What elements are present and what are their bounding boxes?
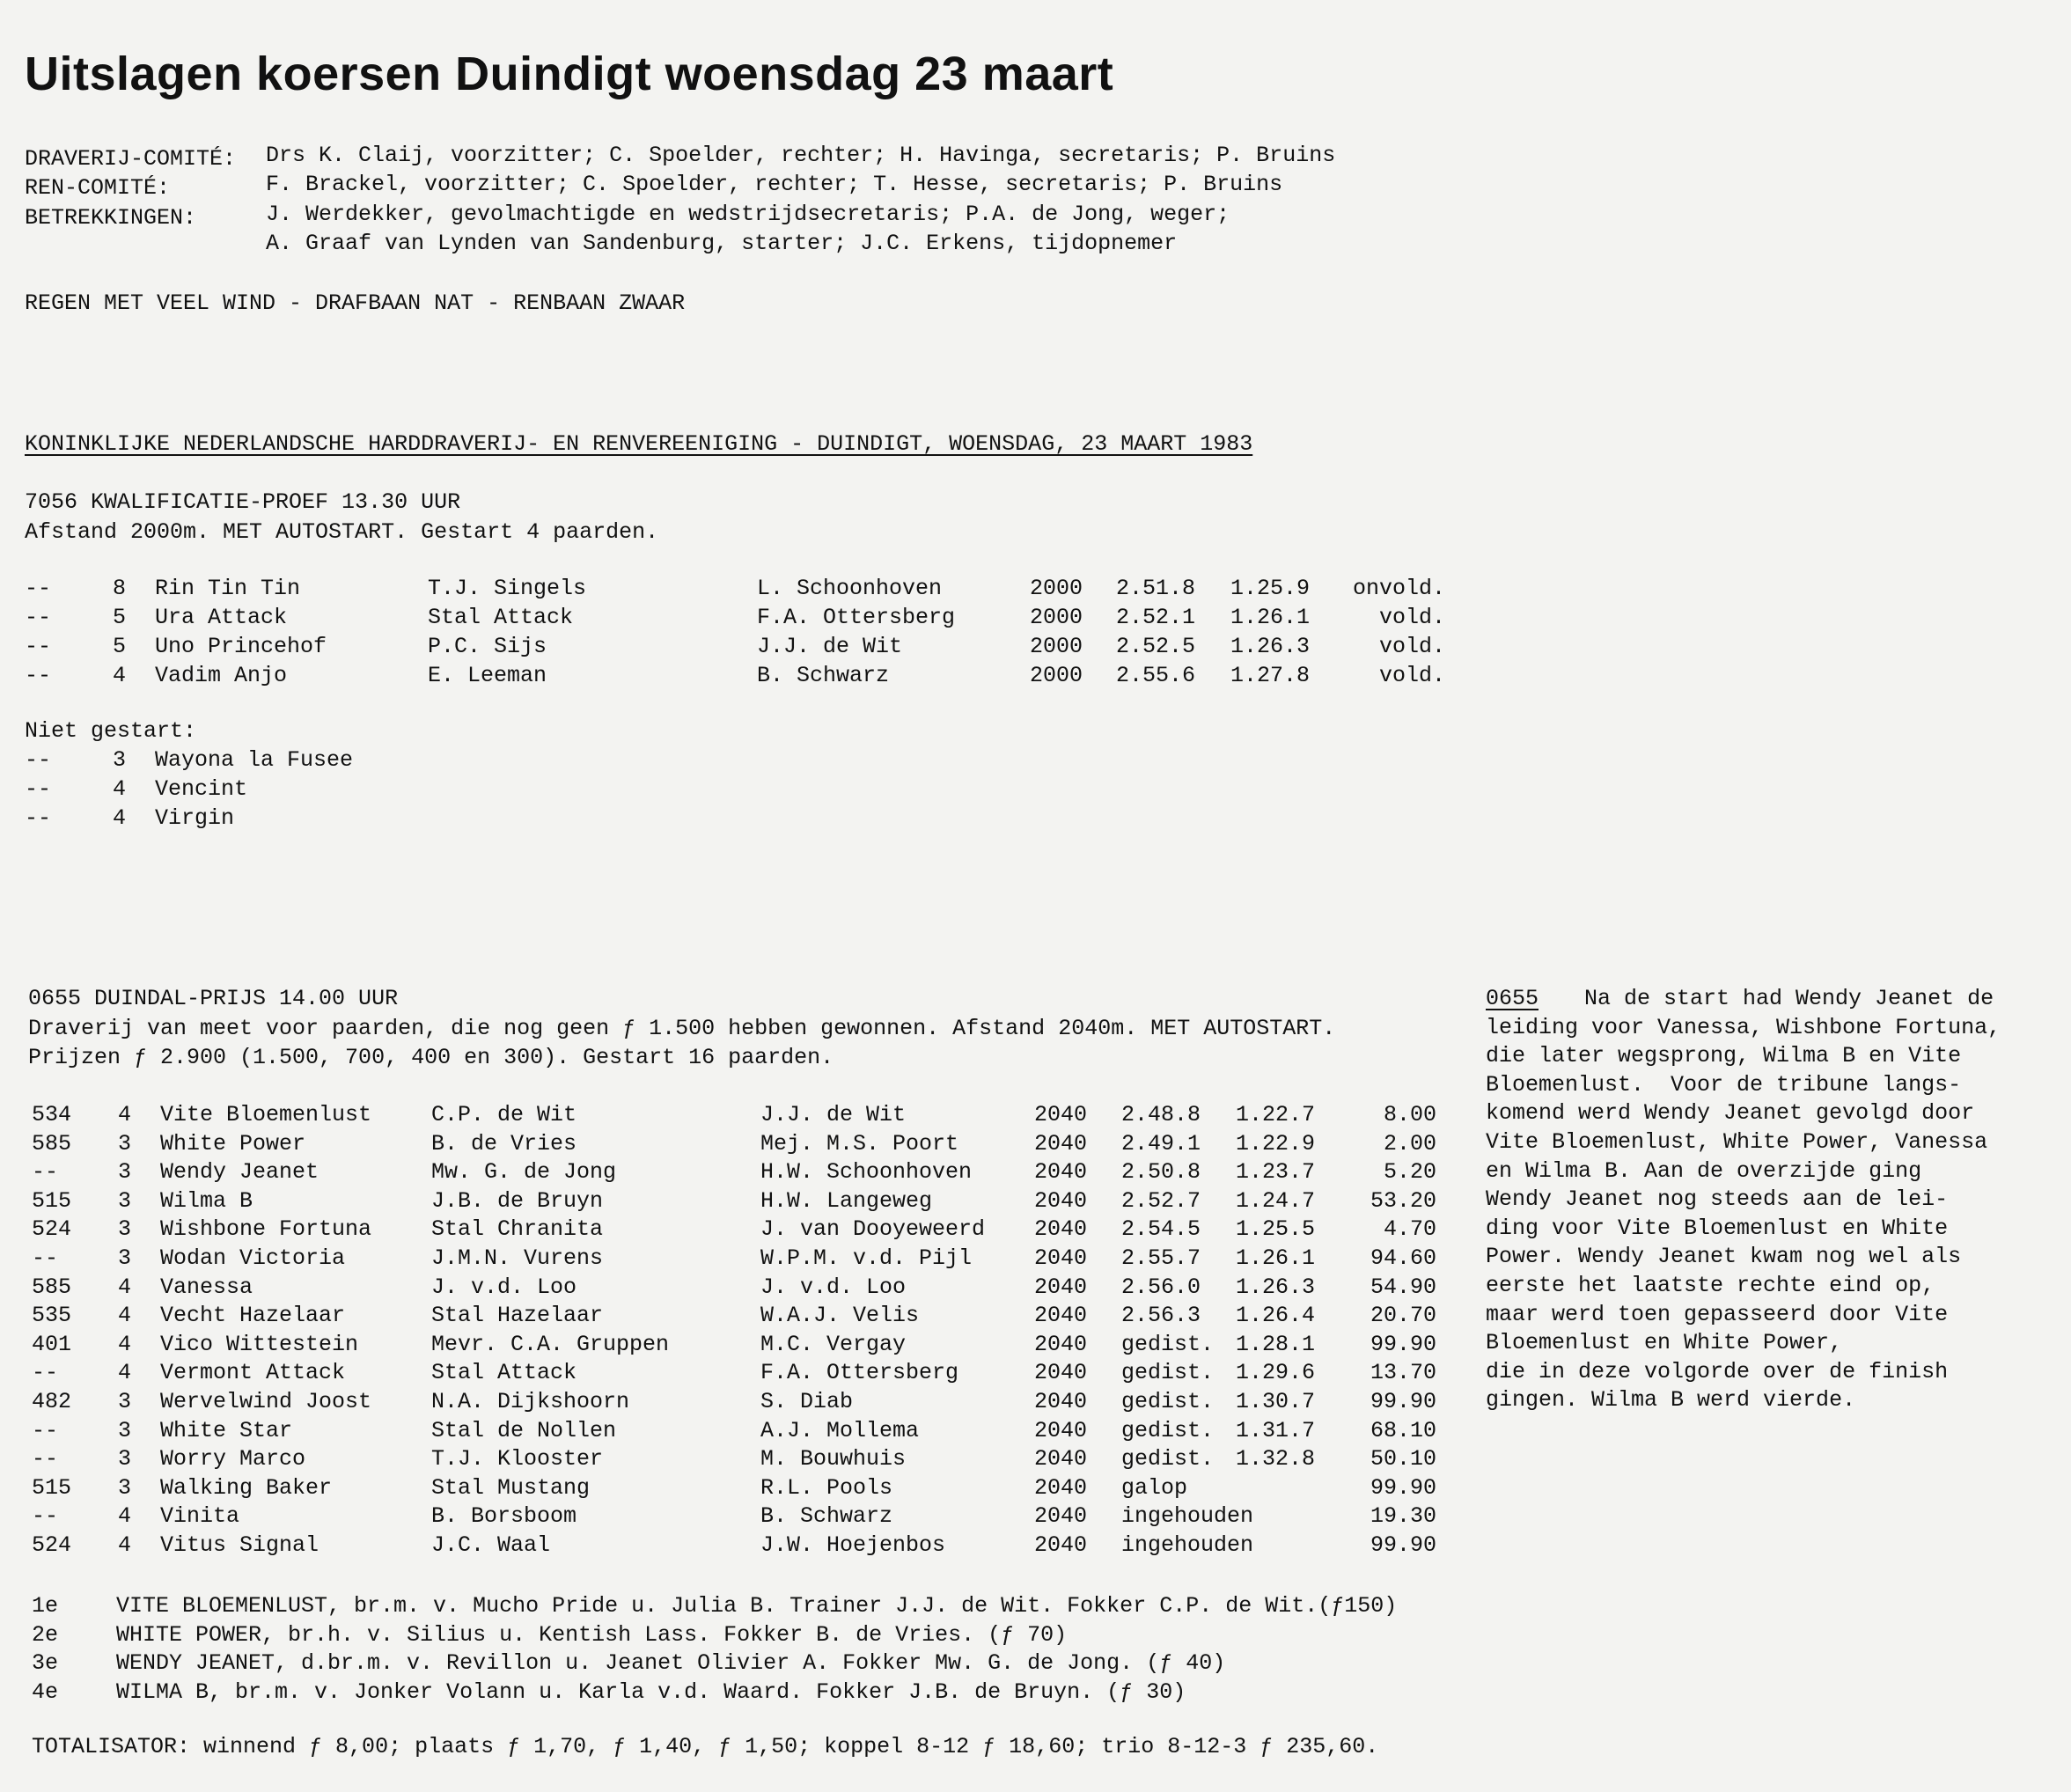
report-line: Vite Bloemenlust, White Power, Vanessa — [1486, 1129, 1988, 1155]
cell-place: 2e — [32, 1621, 59, 1648]
cell-horse: Worry Marco — [160, 1446, 306, 1473]
report-line: leiding voor Vanessa, Wishbone Fortuna, — [1486, 1014, 2001, 1040]
cell-driver: J. van Dooyeweerd — [760, 1216, 986, 1243]
cell-dist: 2040 — [1034, 1274, 1088, 1300]
cell-odds: 54.90 — [1370, 1274, 1436, 1300]
cell-odds: 13.70 — [1370, 1360, 1436, 1386]
cell-dist: 2040 — [1034, 1389, 1088, 1414]
cell-time: 2.52.1 — [1116, 605, 1196, 630]
cell-time: gedist. — [1121, 1446, 1215, 1473]
report-line: die later wegsprong, Wilma B en Vite — [1486, 1043, 1962, 1069]
cell-age: 3 — [118, 1159, 132, 1186]
cell-text: WILMA B, br.m. v. Jonker Volann u. Karla v.d. Waard. Fokker J.B. de Bruyn. (ƒ 30) — [116, 1678, 1186, 1705]
cell-age: 3 — [118, 1446, 132, 1473]
cell-text: VITE BLOEMENLUST, br.m. v. Mucho Pride u. Julia B. Trainer J.J. de Wit. Fokker C.P. de Wit.(ƒ150) — [116, 1593, 1398, 1619]
table-row — [0, 1591, 2071, 1620]
cell-km: 1.27.8 — [1230, 663, 1311, 688]
cell-owner: Stal Mustang — [431, 1474, 591, 1501]
table-row — [0, 1531, 2071, 1560]
cell-horse: Uno Princehof — [155, 634, 327, 659]
cell-odds: 5.20 — [1383, 1159, 1436, 1186]
cell-num: -- — [25, 605, 52, 630]
race2-prizes: Prijzen ƒ 2.900 (1.500, 700, 400 en 300). Gestart 16 paarden. — [28, 1045, 834, 1070]
report-line: ding voor Vite Bloemenlust en White — [1486, 1215, 1949, 1241]
cell-dist: 2000 — [1030, 634, 1083, 659]
cell-driver: L. Schoonhoven — [757, 576, 943, 601]
cell-dist: 2040 — [1034, 1331, 1088, 1357]
report-line: gingen. Wilma B werd vierde. — [1486, 1387, 1856, 1414]
cell-owner: J.M.N. Vurens — [431, 1245, 604, 1271]
cell-dist: 2040 — [1034, 1503, 1088, 1530]
cell-age: 3 — [118, 1245, 132, 1271]
cell-driver: M.C. Vergay — [760, 1331, 907, 1357]
cell-owner: J. v.d. Loo — [431, 1274, 577, 1300]
cell-time: ingehouden — [1121, 1532, 1254, 1558]
meeting-header: KONINKLIJKE NEDERLANDSCHE HARDDRAVERIJ- EN RENVEREENIGING - DUINDIGT, WOENSDAG, 23 MAART 1983 — [25, 431, 1253, 457]
cell-driver: F.A. Ottersberg — [757, 605, 956, 630]
cell-place: 1e — [32, 1593, 59, 1619]
cell-driver: A.J. Mollema — [760, 1417, 920, 1443]
cell-num: -- — [32, 1245, 59, 1271]
cell-num: -- — [32, 1503, 59, 1530]
report-line: Wendy Jeanet nog steeds aan de lei- — [1486, 1186, 1949, 1213]
cell-num: 515 — [32, 1187, 72, 1214]
cell-dist: 2040 — [1034, 1360, 1088, 1386]
cell-age: 5 — [113, 634, 127, 659]
cell-odds: 94.60 — [1370, 1245, 1436, 1271]
cell-km: 1.29.6 — [1236, 1360, 1316, 1386]
cell-res: vold. — [1378, 605, 1445, 630]
cell-owner: Stal Chranita — [431, 1216, 604, 1243]
cell-driver: J.J. de Wit — [757, 634, 903, 659]
cell-res: vold. — [1378, 663, 1445, 688]
table-row — [0, 1502, 2071, 1531]
cell-owner: C.P. de Wit — [431, 1102, 577, 1127]
cell-dist: 2040 — [1034, 1187, 1088, 1214]
table-row — [0, 745, 2071, 775]
cell-text: WENDY JEANET, d.br.m. v. Revillon u. Jeanet Olivier A. Fokker Mw. G. de Jong. (ƒ 40) — [116, 1650, 1226, 1676]
cell-time: gedist. — [1121, 1360, 1215, 1386]
cell-owner: J.C. Waal — [431, 1532, 551, 1558]
cell-odds: 99.90 — [1370, 1474, 1436, 1501]
cell-driver: J. v.d. Loo — [760, 1274, 907, 1300]
race1-title: 7056 KWALIFICATIE-PROEF 13.30 UUR — [25, 489, 461, 515]
cell-horse: Wishbone Fortuna — [160, 1216, 372, 1243]
cell-horse: White Star — [160, 1417, 293, 1443]
cell-time: gedist. — [1121, 1417, 1215, 1443]
cell-odds: 99.90 — [1370, 1532, 1436, 1558]
cell-num: 585 — [32, 1130, 72, 1157]
report-line: die in deze volgorde over de finish — [1486, 1358, 1949, 1384]
report-code: 0655 — [1486, 986, 1539, 1011]
cell-horse: Wilma B — [160, 1187, 253, 1214]
page-title: Uitslagen koersen Duindigt woensdag 23 maart — [25, 48, 1114, 100]
cell-time: 2.52.7 — [1121, 1187, 1201, 1214]
cell-owner: Mevr. C.A. Gruppen — [431, 1331, 670, 1357]
committee-text-3: J. Werdekker, gevolmachtigde en wedstrijdsecretaris; P.A. de Jong, weger; — [266, 202, 1230, 227]
report-line: maar werd toen gepasseerd door Vite — [1486, 1301, 1949, 1327]
cell-dist: 2040 — [1034, 1102, 1088, 1127]
cell-num: -- — [32, 1159, 59, 1186]
table-row — [0, 1416, 2071, 1445]
cell-place: 3e — [32, 1650, 59, 1676]
cell-age: 4 — [113, 776, 127, 802]
cell-horse: Walking Baker — [160, 1474, 333, 1501]
cell-time: 2.51.8 — [1116, 576, 1196, 601]
cell-num: -- — [25, 634, 52, 659]
report-line: Na de start had Wendy Jeanet de — [1584, 986, 1994, 1011]
cell-horse: Vermont Attack — [160, 1360, 346, 1386]
cell-time: gedist. — [1121, 1331, 1215, 1357]
cell-time: 2.55.7 — [1121, 1245, 1201, 1271]
cell-km: 1.26.1 — [1236, 1245, 1316, 1271]
cell-owner: B. Borsboom — [431, 1503, 577, 1530]
cell-dist: 2000 — [1030, 663, 1083, 688]
cell-time: 2.52.5 — [1116, 634, 1196, 659]
table-row — [0, 804, 2071, 833]
cell-owner: T.J. Singels — [428, 576, 587, 601]
cell-dist: 2040 — [1034, 1417, 1088, 1443]
cell-dist: 2040 — [1034, 1532, 1088, 1558]
cell-dist: 2040 — [1034, 1245, 1088, 1271]
cell-km: 1.28.1 — [1236, 1331, 1316, 1357]
cell-age: 3 — [118, 1187, 132, 1214]
table-row — [0, 632, 2071, 661]
cell-horse: Vanessa — [160, 1274, 253, 1300]
cell-num: 482 — [32, 1389, 72, 1414]
cell-km: 1.25.9 — [1230, 576, 1311, 601]
table-row — [0, 1678, 2071, 1707]
cell-place: 4e — [32, 1678, 59, 1705]
cell-time: ingehouden — [1121, 1503, 1254, 1530]
cell-km: 1.22.7 — [1236, 1102, 1316, 1127]
cell-age: 4 — [118, 1503, 132, 1530]
cell-owner: E. Leeman — [428, 663, 547, 688]
cell-time: 2.56.0 — [1121, 1274, 1201, 1300]
cell-km: 1.23.7 — [1236, 1159, 1316, 1186]
race1-subtitle: Afstand 2000m. MET AUTOSTART. Gestart 4 paarden. — [25, 519, 659, 545]
report-line: Bloemenlust. Voor de tribune langs- — [1486, 1071, 1962, 1098]
cell-num: 534 — [32, 1102, 72, 1127]
cell-res: vold. — [1378, 634, 1445, 659]
cell-driver: H.W. Langeweg — [760, 1187, 933, 1214]
cell-km: 1.32.8 — [1236, 1446, 1316, 1473]
cell-dist: 2000 — [1030, 576, 1083, 601]
cell-age: 4 — [118, 1532, 132, 1558]
cell-age: 4 — [113, 663, 127, 688]
cell-driver: Mej. M.S. Poort — [760, 1130, 959, 1157]
cell-num: -- — [25, 663, 52, 688]
cell-km: 1.31.7 — [1236, 1417, 1316, 1443]
table-row — [0, 1620, 2071, 1649]
cell-owner: Stal Attack — [428, 605, 574, 630]
cell-odds: 19.30 — [1370, 1503, 1436, 1530]
cell-odds: 99.90 — [1370, 1331, 1436, 1357]
committee-text-4: A. Graaf van Lynden van Sandenburg, starter; J.C. Erkens, tijdopnemer — [266, 231, 1178, 256]
cell-driver: W.P.M. v.d. Pijl — [760, 1245, 973, 1271]
cell-driver: B. Schwarz — [760, 1503, 893, 1530]
cell-odds: 50.10 — [1370, 1446, 1436, 1473]
not-started-label: Niet gestart: — [25, 718, 197, 744]
cell-horse: Vitus Signal — [160, 1532, 319, 1558]
cell-odds: 2.00 — [1383, 1130, 1436, 1157]
cell-time: galop — [1121, 1474, 1188, 1501]
cell-age: 3 — [118, 1417, 132, 1443]
cell-driver: R.L. Pools — [760, 1474, 893, 1501]
table-row — [0, 775, 2071, 804]
cell-owner: Stal de Nollen — [431, 1417, 617, 1443]
cell-horse: Vico Wittestein — [160, 1331, 359, 1357]
cell-num: -- — [25, 805, 52, 831]
cell-driver: B. Schwarz — [757, 663, 890, 688]
table-row — [0, 1649, 2071, 1678]
cell-odds: 4.70 — [1383, 1216, 1436, 1243]
cell-num: 515 — [32, 1474, 72, 1501]
committee-label-3: BETREKKINGEN: — [25, 205, 197, 231]
cell-horse: Wodan Victoria — [160, 1245, 346, 1271]
race2-title: 0655 DUINDAL-PRIJS 14.00 UUR — [28, 986, 399, 1011]
cell-text: WHITE POWER, br.h. v. Silius u. Kentish Lass. Fokker B. de Vries. (ƒ 70) — [116, 1621, 1068, 1648]
weather-line: REGEN MET VEEL WIND - DRAFBAAN NAT - RENBAAN ZWAAR — [25, 290, 686, 316]
cell-age: 3 — [118, 1474, 132, 1501]
cell-owner: T.J. Klooster — [431, 1446, 604, 1473]
cell-num: 524 — [32, 1532, 72, 1558]
cell-owner: Stal Hazelaar — [431, 1303, 604, 1329]
cell-km: 1.26.1 — [1230, 605, 1311, 630]
committee-label-2: REN-COMITÉ: — [25, 175, 171, 201]
report-line: komend werd Wendy Jeanet gevolgd door — [1486, 1100, 1975, 1127]
cell-num: -- — [25, 576, 52, 601]
cell-owner: Mw. G. de Jong — [431, 1159, 617, 1186]
cell-age: 4 — [118, 1102, 132, 1127]
cell-odds: 68.10 — [1370, 1417, 1436, 1443]
race2-conditions: Draverij van meet voor paarden, die nog geen ƒ 1.500 hebben gewonnen. Afstand 2040m. MET AUTOSTART. — [28, 1016, 1336, 1041]
cell-horse: Wervelwind Joost — [160, 1389, 372, 1414]
cell-horse: Virgin — [155, 805, 235, 831]
cell-horse: Rin Tin Tin — [155, 576, 301, 601]
cell-km: 1.22.9 — [1236, 1130, 1316, 1157]
cell-odds: 53.20 — [1370, 1187, 1436, 1214]
cell-driver: W.A.J. Velis — [760, 1303, 920, 1329]
cell-age: 3 — [118, 1216, 132, 1243]
cell-time: gedist. — [1121, 1389, 1215, 1414]
cell-horse: Wayona la Fusee — [155, 747, 354, 773]
cell-num: -- — [32, 1417, 59, 1443]
cell-owner: P.C. Sijs — [428, 634, 547, 659]
cell-driver: J.W. Hoejenbos — [760, 1532, 946, 1558]
cell-dist: 2040 — [1034, 1446, 1088, 1473]
cell-dist: 2040 — [1034, 1130, 1088, 1157]
cell-owner: B. de Vries — [431, 1130, 577, 1157]
cell-num: 401 — [32, 1331, 72, 1357]
cell-dist: 2040 — [1034, 1303, 1088, 1329]
cell-km: 1.26.3 — [1236, 1274, 1316, 1300]
table-row — [0, 574, 2071, 603]
cell-horse: Vinita — [160, 1503, 240, 1530]
cell-km: 1.30.7 — [1236, 1389, 1316, 1414]
cell-dist: 2040 — [1034, 1474, 1088, 1501]
table-row — [0, 1444, 2071, 1473]
cell-driver: F.A. Ottersberg — [760, 1360, 959, 1386]
cell-dist: 2040 — [1034, 1216, 1088, 1243]
cell-time: 2.55.6 — [1116, 663, 1196, 688]
cell-age: 8 — [113, 576, 127, 601]
cell-num: -- — [25, 747, 52, 773]
report-line: eerste het laatste rechte eind op, — [1486, 1273, 1935, 1298]
cell-driver: J.J. de Wit — [760, 1102, 907, 1127]
cell-age: 4 — [118, 1331, 132, 1357]
cell-age: 5 — [113, 605, 127, 630]
cell-horse: White Power — [160, 1130, 306, 1157]
cell-time: 2.49.1 — [1121, 1130, 1201, 1157]
cell-km: 1.26.4 — [1236, 1303, 1316, 1329]
report-line: Power. Wendy Jeanet kwam nog wel als — [1486, 1244, 1962, 1270]
cell-age: 4 — [118, 1360, 132, 1386]
cell-horse: Ura Attack — [155, 605, 288, 630]
cell-age: 4 — [118, 1274, 132, 1300]
cell-num: -- — [32, 1446, 59, 1473]
cell-num: -- — [32, 1360, 59, 1386]
cell-age: 4 — [113, 805, 127, 831]
cell-km: 1.24.7 — [1236, 1187, 1316, 1214]
cell-age: 4 — [118, 1303, 132, 1329]
cell-odds: 20.70 — [1370, 1303, 1436, 1329]
cell-dist: 2000 — [1030, 605, 1083, 630]
cell-horse: Vite Bloemenlust — [160, 1102, 372, 1127]
cell-horse: Vencint — [155, 776, 248, 802]
cell-num: -- — [25, 776, 52, 802]
cell-odds: 99.90 — [1370, 1389, 1436, 1414]
cell-time: 2.50.8 — [1121, 1159, 1201, 1186]
cell-owner: Stal Attack — [431, 1360, 577, 1386]
committee-text-2: F. Brackel, voorzitter; C. Spoelder, rechter; T. Hesse, secretaris; P. Bruins — [266, 172, 1283, 197]
cell-num: 524 — [32, 1216, 72, 1243]
cell-num: 585 — [32, 1274, 72, 1300]
cell-time: 2.48.8 — [1121, 1102, 1201, 1127]
cell-driver: H.W. Schoonhoven — [760, 1159, 973, 1186]
cell-age: 3 — [113, 747, 127, 773]
cell-km: 1.26.3 — [1230, 634, 1311, 659]
cell-driver: S. Diab — [760, 1389, 854, 1414]
cell-time: 2.56.3 — [1121, 1303, 1201, 1329]
table-row — [0, 661, 2071, 690]
cell-km: 1.25.5 — [1236, 1216, 1316, 1243]
cell-horse: Vadim Anjo — [155, 663, 288, 688]
cell-driver: M. Bouwhuis — [760, 1446, 907, 1473]
cell-time: 2.54.5 — [1121, 1216, 1201, 1243]
cell-age: 3 — [118, 1389, 132, 1414]
report-line: en Wilma B. Aan de overzijde ging — [1486, 1157, 1922, 1184]
totalisator-line: TOTALISATOR: winnend ƒ 8,00; plaats ƒ 1,70, ƒ 1,40, ƒ 1,50; koppel 8-12 ƒ 18,60; trio 8-12-3 ƒ 235,60. — [32, 1734, 1379, 1759]
cell-horse: Vecht Hazelaar — [160, 1303, 346, 1329]
cell-dist: 2040 — [1034, 1159, 1088, 1186]
committee-label-1: DRAVERIJ-COMITÉ: — [25, 146, 237, 172]
cell-horse: Wendy Jeanet — [160, 1159, 319, 1186]
cell-num: 535 — [32, 1303, 72, 1329]
cell-odds: 8.00 — [1383, 1102, 1436, 1127]
table-row — [0, 1473, 2071, 1502]
table-row — [0, 603, 2071, 632]
cell-res: onvold. — [1352, 576, 1445, 601]
cell-age: 3 — [118, 1130, 132, 1157]
report-line: Bloemenlust en White Power, — [1486, 1330, 1843, 1356]
cell-owner: J.B. de Bruyn — [431, 1187, 604, 1214]
cell-owner: N.A. Dijkshoorn — [431, 1389, 630, 1414]
committee-text-1: Drs K. Claij, voorzitter; C. Spoelder, rechter; H. Havinga, secretaris; P. Bruins — [266, 143, 1336, 168]
